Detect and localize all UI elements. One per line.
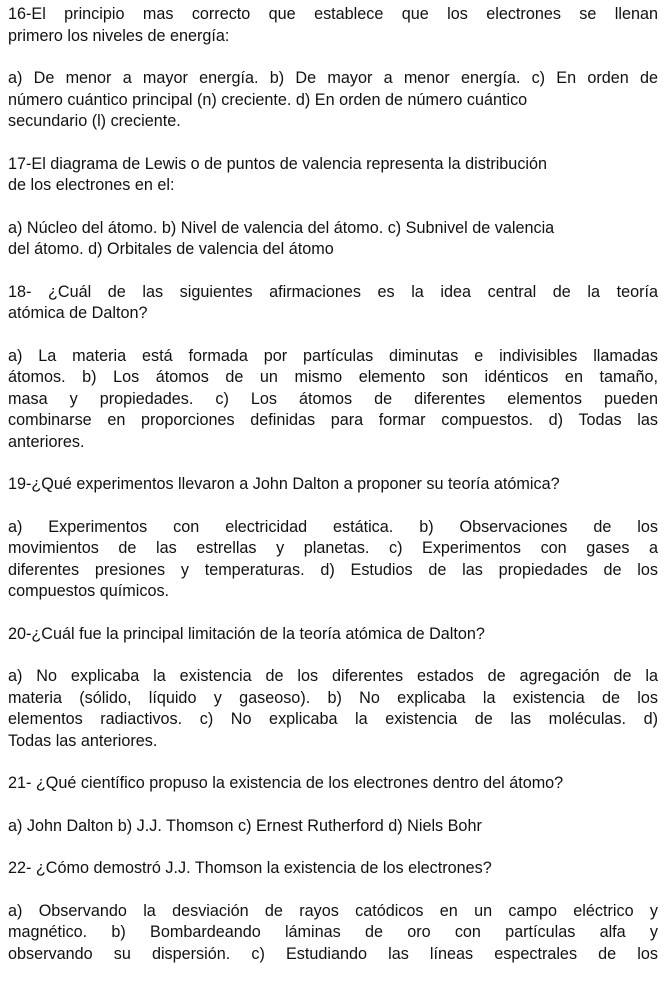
- document-page: [8, 4, 658, 986]
- question-21: [8, 773, 658, 795]
- answers-21: [8, 816, 658, 838]
- answers-16-line-3: secundario (l) creciente.: [8, 112, 181, 130]
- answers-18-line-2: átomos. b) Los átomos de un mismo elemento son idénticos en tamaño,: [8, 368, 658, 386]
- answers-16-line-1: a) De menor a mayor energía. b) De mayor a menor energía. c) En orden de: [8, 69, 658, 87]
- answers-19-line-2: movimientos de las estrellas y planetas. c) Experimentos con gases a: [8, 539, 658, 557]
- question-18-line-1: 18- ¿Cuál de las siguientes afirmaciones es la idea central de la teoría: [8, 282, 658, 301]
- answers-18: [8, 346, 658, 454]
- question-22: [8, 858, 658, 880]
- answers-22-line-1: a) Observando la desviación de rayos catódicos en un campo eléctrico y: [8, 901, 658, 920]
- answers-18-line-4: combinarse en proporciones definidas para formar compuestos. d) Todas las: [8, 411, 658, 429]
- question-19: [8, 474, 658, 496]
- question-16-line-2: primero los niveles de energía:: [8, 26, 230, 45]
- answers-19-line-1: a) Experimentos con electricidad estática. b) Observaciones de los: [8, 517, 658, 536]
- question-16: [8, 4, 658, 47]
- question-20: [8, 624, 658, 646]
- answers-19-line-4: compuestos químicos.: [8, 582, 170, 600]
- question-18: [8, 282, 658, 325]
- answers-20-line-4: Todas las anteriores.: [8, 731, 158, 750]
- answers-18-line-5: anteriores.: [8, 432, 85, 451]
- question-19-line-1: 19-¿Qué experimentos llevaron a John Dalton a proponer su teoría atómica?: [8, 475, 560, 493]
- question-17-line-2: de los electrones en el:: [8, 176, 175, 194]
- question-16-line-1: 16-El principio mas correcto que establece que los electrones se llenan: [8, 5, 658, 23]
- question-22-line-1: 22- ¿Cómo demostró J.J. Thomson la existencia de los electrones?: [8, 859, 492, 877]
- answers-17-line-2: del átomo. d) Orbitales de valencia del átomo: [8, 240, 334, 258]
- answers-17: [8, 218, 658, 261]
- answers-22-line-2: magnético. b) Bombardeando láminas de oro con partículas alfa y: [8, 923, 658, 941]
- answers-18-line-1: a) La materia está formada por partículas diminutas e indivisibles llamadas: [8, 346, 658, 365]
- question-17-line-1: 17-El diagrama de Lewis o de puntos de valencia representa la distribución: [8, 154, 548, 173]
- answers-20-line-2: materia (sólido, líquido y gaseoso). b) No explicaba la existencia de los: [8, 688, 658, 707]
- answers-22-line-3: observando su dispersión. c) Estudiando las líneas espectrales de los: [8, 944, 658, 963]
- answers-20-line-3: elementos radiactivos. c) No explicaba la existencia de las moléculas. d): [8, 710, 658, 728]
- answers-19: [8, 517, 658, 603]
- question-17: [8, 154, 658, 197]
- question-21-line-1: 21- ¿Qué científico propuso la existencia de los electrones dentro del átomo?: [8, 774, 564, 792]
- answers-17-line-1: a) Núcleo del átomo. b) Nivel de valencia del átomo. c) Subnivel de valencia: [8, 218, 555, 237]
- answers-16-line-2: número cuántico principal (n) creciente. d) En orden de número cuántico: [8, 90, 528, 109]
- question-18-line-2: atómica de Dalton?: [8, 304, 148, 322]
- answers-18-line-3: masa y propiedades. c) Los átomos de diferentes elementos pueden: [8, 389, 658, 408]
- answers-16: [8, 68, 658, 133]
- answers-20: [8, 666, 658, 752]
- answers-21-line-1: a) John Dalton b) J.J. Thomson c) Ernest Rutherford d) Niels Bohr: [8, 816, 482, 835]
- answers-22: [8, 901, 658, 966]
- question-20-line-1: 20-¿Cuál fue la principal limitación de la teoría atómica de Dalton?: [8, 624, 485, 643]
- answers-19-line-3: diferentes presiones y temperaturas. d) Estudios de las propiedades de los: [8, 560, 658, 579]
- answers-20-line-1: a) No explicaba la existencia de los diferentes estados de agregación de la: [8, 667, 658, 685]
